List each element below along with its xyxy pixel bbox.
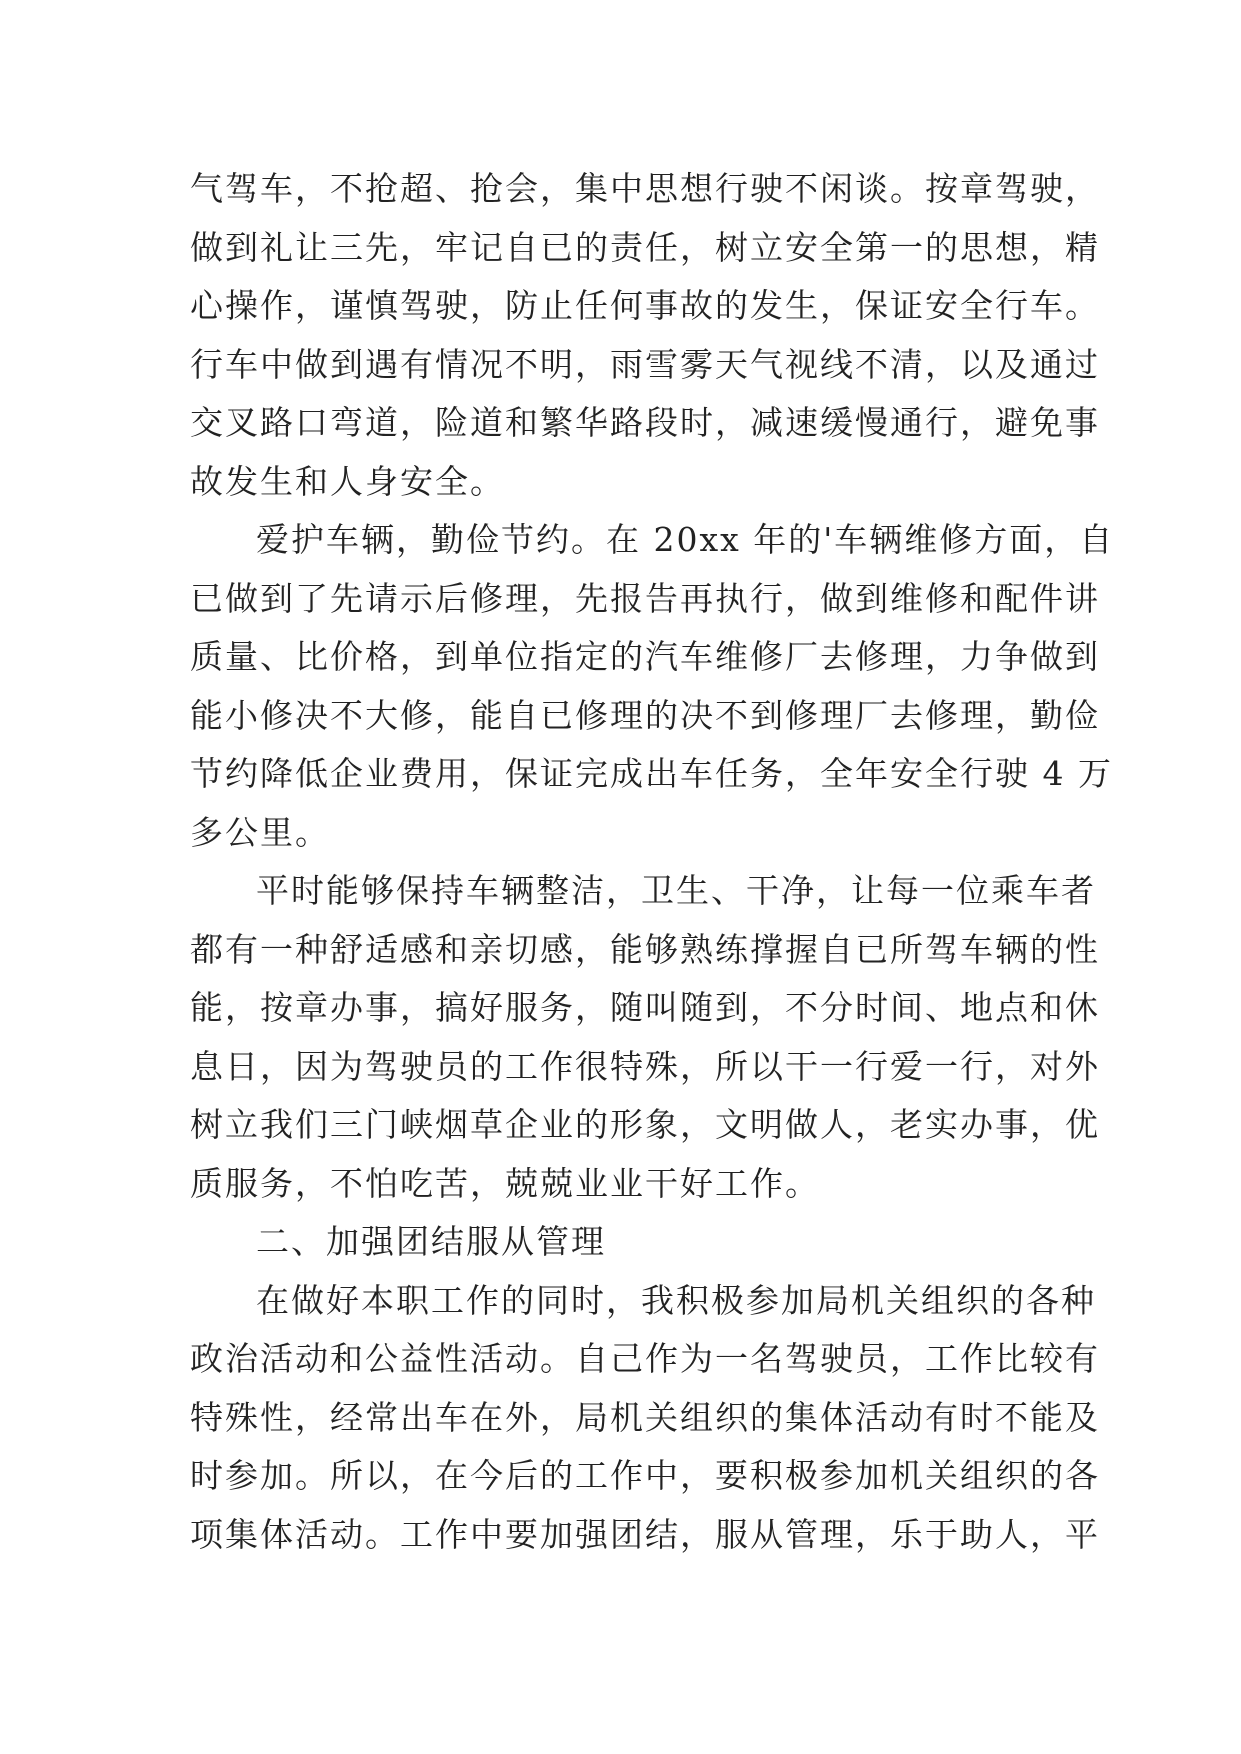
text-line: 能，按章办事，搞好服务，随叫随到，不分时间、地点和休	[190, 988, 1100, 1027]
text-line: 气驾车，不抢超、抢会，集中思想行驶不闲谈。按章驾驶，	[190, 169, 1100, 208]
text-line: 树立我们三门峡烟草企业的形象，文明做人，老实办事，优	[190, 1105, 1100, 1144]
text-line: 特殊性，经常出车在外，局机关组织的集体活动有时不能及	[190, 1397, 1100, 1437]
text-line: 交叉路口弯道，险道和繁华路段时，减速缓慢通行，避免事	[190, 403, 1100, 442]
text-line: 项集体活动。工作中要加强团结，服从管理，乐于助人，平	[190, 1514, 1100, 1554]
text-line: 质服务，不怕吃苦，兢兢业业干好工作。	[190, 1163, 820, 1203]
text-line: 故发生和人身安全。	[190, 461, 505, 501]
text-line: 多公里。	[190, 812, 330, 852]
text-line: 时参加。所以，在今后的工作中，要积极参加机关组织的各	[190, 1456, 1100, 1495]
text-line: 节约降低企业费用，保证完成出车任务，全年安全行驶 4 万	[190, 754, 1113, 793]
section-heading	[190, 1213, 1070, 1272]
text-line: 在做好本职工作的同时，我积极参加局机关组织的各种	[256, 1280, 1096, 1320]
text-line: 都有一种舒适感和亲切感，能够熟练撑握自已所驾车辆的性	[190, 929, 1100, 969]
text-line: 息日，因为驾驶员的工作很特殊，所以干一行爱一行，对外	[190, 1046, 1100, 1086]
text-line: 行车中做到遇有情况不明，雨雪雾天气视线不清，以及通过	[190, 344, 1100, 384]
document-body	[190, 160, 1115, 1564]
text-line: 爱护车辆，勤俭节约。在 20xx 年的'车辆维修方面，自	[256, 520, 1115, 559]
text-line: 质量、比价格，到单位指定的汽车维修厂去修理，力争做到	[190, 637, 1100, 676]
paragraph-safe-driving	[190, 160, 1100, 511]
heading-text: 二、加强团结服从管理	[256, 1222, 606, 1261]
text-line: 心操作，谨慎驾驶，防止任何事故的发生，保证安全行车。	[190, 286, 1100, 325]
paragraph-service	[190, 862, 1100, 1213]
text-line: 做到礼让三先，牢记自已的责任，树立安全第一的思想，精	[190, 227, 1100, 267]
text-line: 政治活动和公益性活动。自己作为一名驾驶员，工作比较有	[190, 1339, 1100, 1378]
text-line: 平时能够保持车辆整洁，卫生、干净，让每一位乘车者	[256, 871, 1096, 910]
text-line: 能小修决不大修，能自已修理的决不到修理厂去修理，勤俭	[190, 695, 1100, 735]
paragraph-teamwork	[190, 1272, 1100, 1565]
paragraph-vehicle-care	[190, 511, 1115, 862]
text-line: 已做到了先请示后修理，先报告再执行，做到维修和配件讲	[190, 578, 1100, 618]
